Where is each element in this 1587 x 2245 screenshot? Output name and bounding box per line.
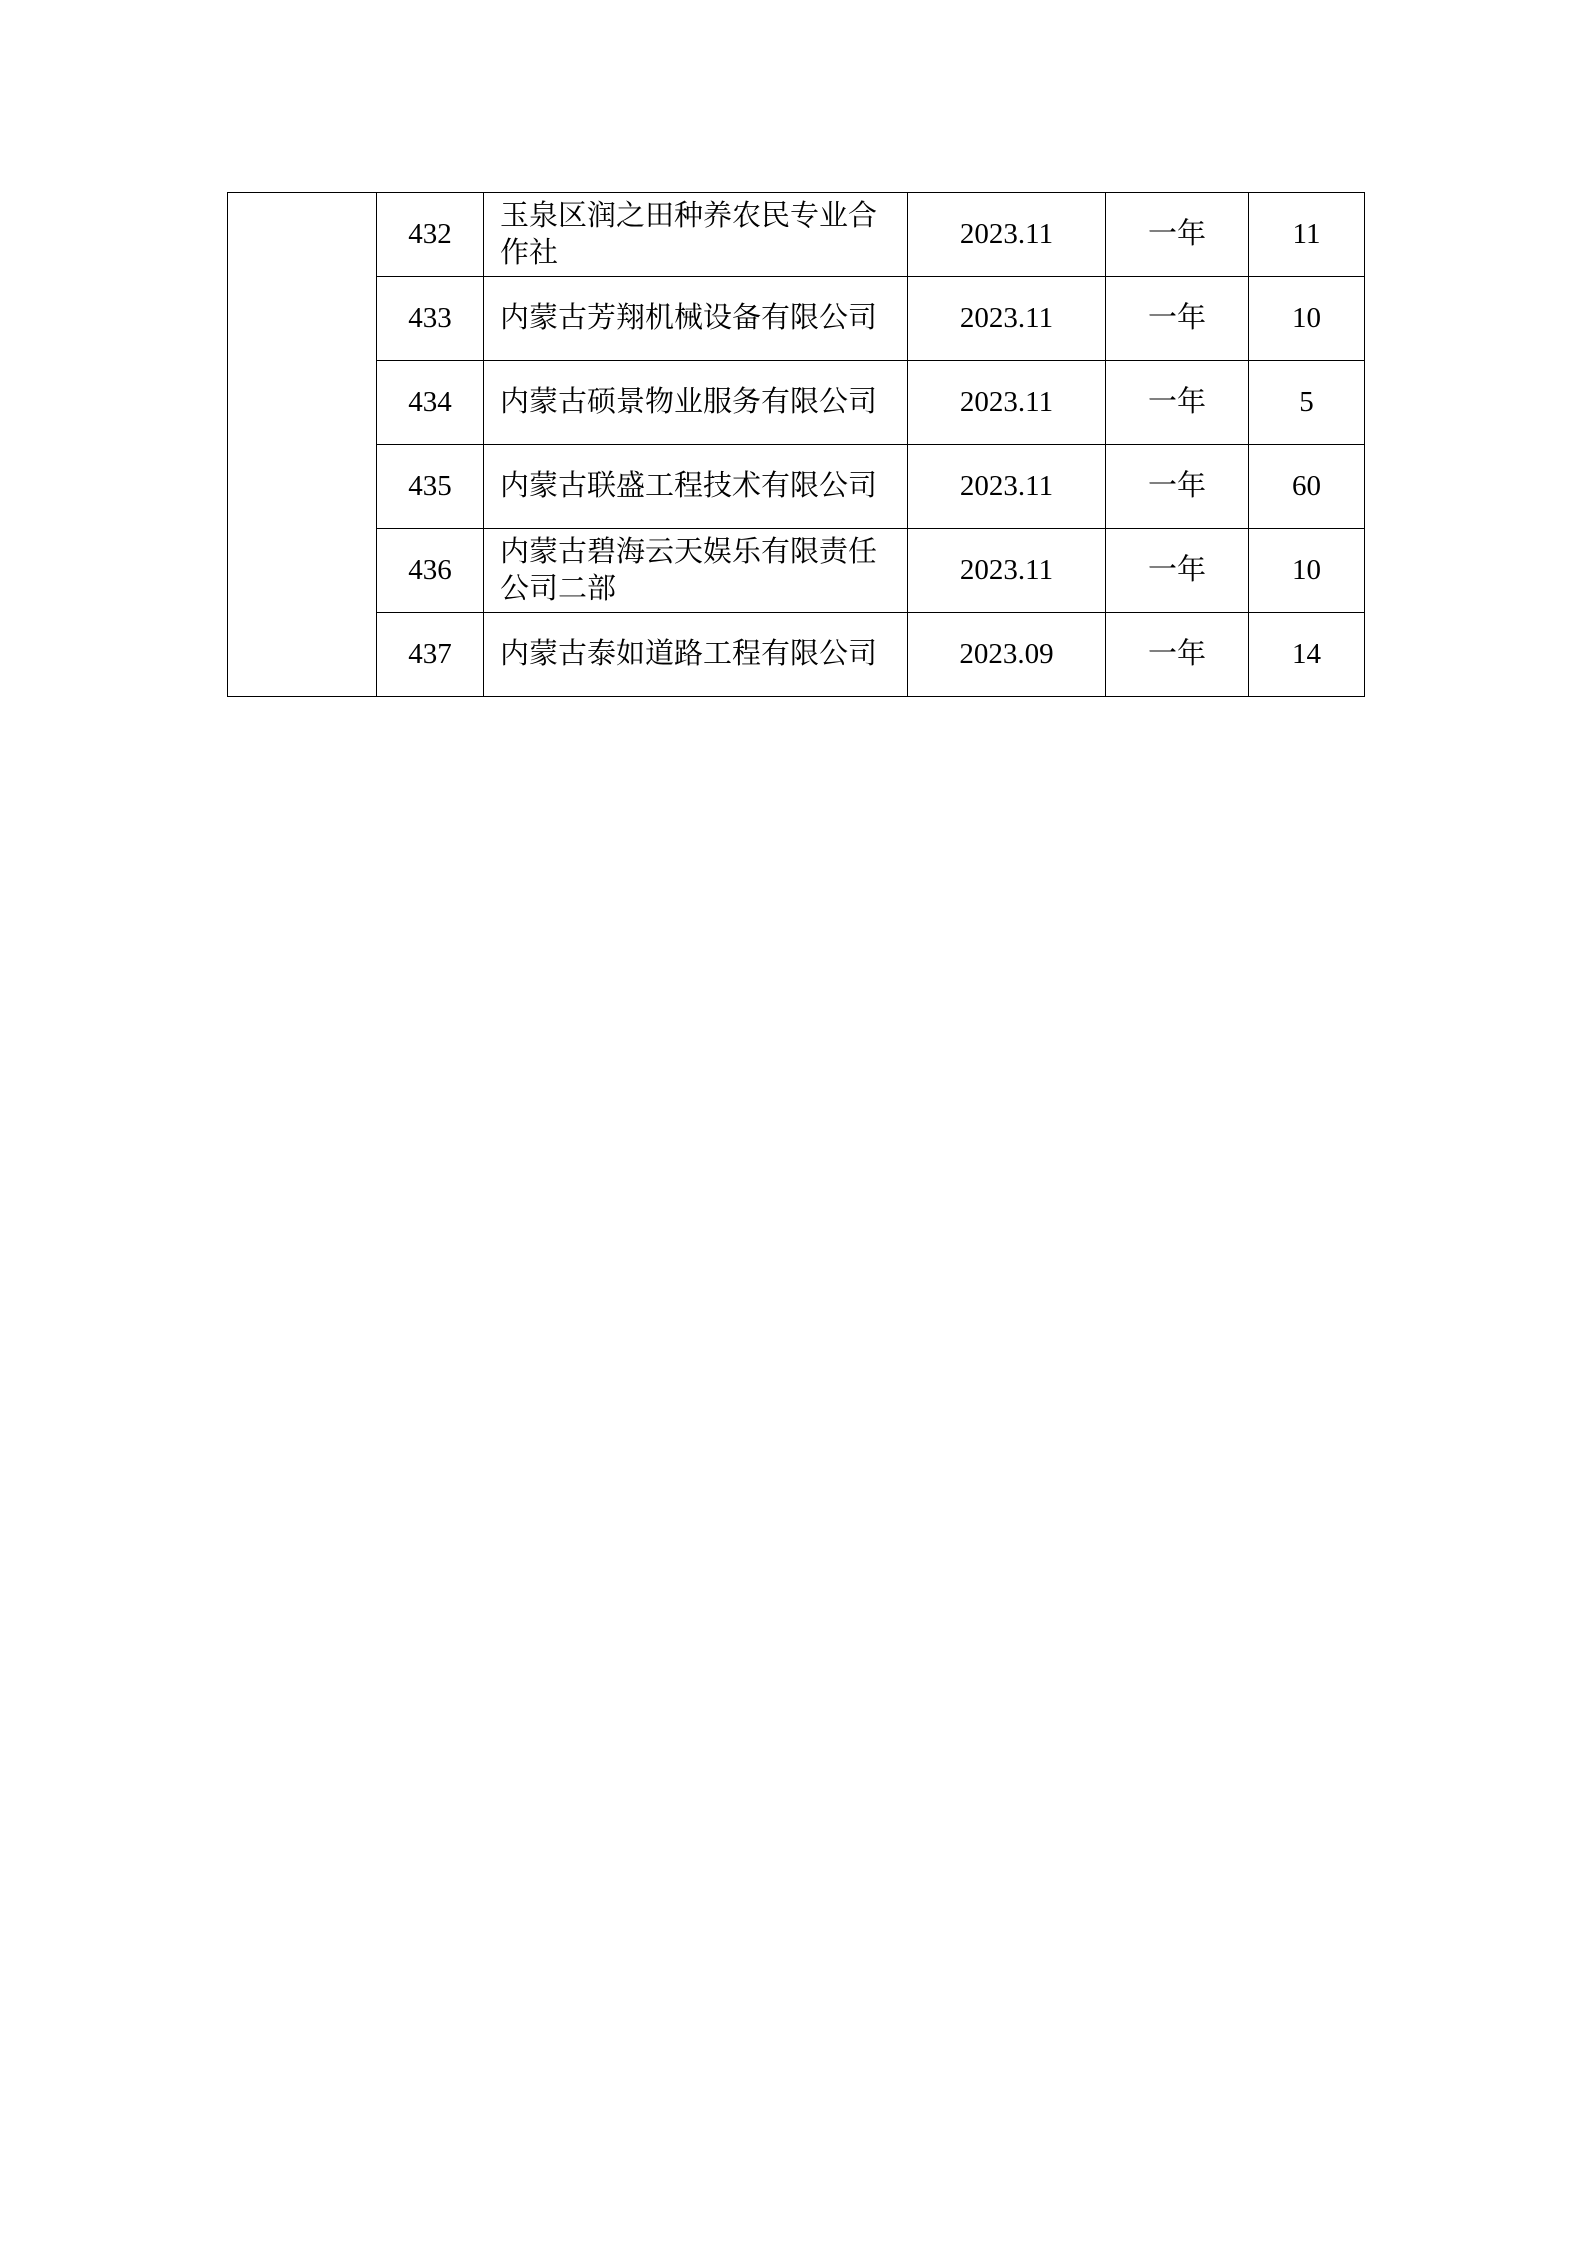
count-cell: 10 <box>1249 277 1365 361</box>
count-cell: 5 <box>1249 361 1365 445</box>
date-cell: 2023.09 <box>908 613 1106 697</box>
table-row <box>228 529 1365 613</box>
company-name: 内蒙古碧海云天娱乐有限责任公司二部 <box>484 529 908 613</box>
enterprise-table <box>227 192 1365 697</box>
group-cell <box>228 193 377 697</box>
date-cell: 2023.11 <box>908 193 1106 277</box>
table-row <box>228 361 1365 445</box>
date-cell: 2023.11 <box>908 277 1106 361</box>
table-row <box>228 445 1365 529</box>
count-cell: 60 <box>1249 445 1365 529</box>
company-name: 内蒙古联盛工程技术有限公司 <box>484 445 908 529</box>
term-cell: 一年 <box>1106 361 1249 445</box>
date-cell: 2023.11 <box>908 361 1106 445</box>
row-number: 434 <box>377 361 484 445</box>
table-row <box>228 277 1365 361</box>
company-name: 内蒙古硕景物业服务有限公司 <box>484 361 908 445</box>
term-cell: 一年 <box>1106 445 1249 529</box>
company-name: 内蒙古泰如道路工程有限公司 <box>484 613 908 697</box>
row-number: 433 <box>377 277 484 361</box>
term-cell: 一年 <box>1106 529 1249 613</box>
row-number: 432 <box>377 193 484 277</box>
row-number: 437 <box>377 613 484 697</box>
company-name: 内蒙古芳翔机械设备有限公司 <box>484 277 908 361</box>
term-cell: 一年 <box>1106 193 1249 277</box>
count-cell: 10 <box>1249 529 1365 613</box>
row-number: 436 <box>377 529 484 613</box>
date-cell: 2023.11 <box>908 445 1106 529</box>
term-cell: 一年 <box>1106 613 1249 697</box>
table-row <box>228 193 1365 277</box>
row-number: 435 <box>377 445 484 529</box>
company-name: 玉泉区润之田种养农民专业合作社 <box>484 193 908 277</box>
date-cell: 2023.11 <box>908 529 1106 613</box>
count-cell: 11 <box>1249 193 1365 277</box>
term-cell: 一年 <box>1106 277 1249 361</box>
count-cell: 14 <box>1249 613 1365 697</box>
table-row <box>228 613 1365 697</box>
